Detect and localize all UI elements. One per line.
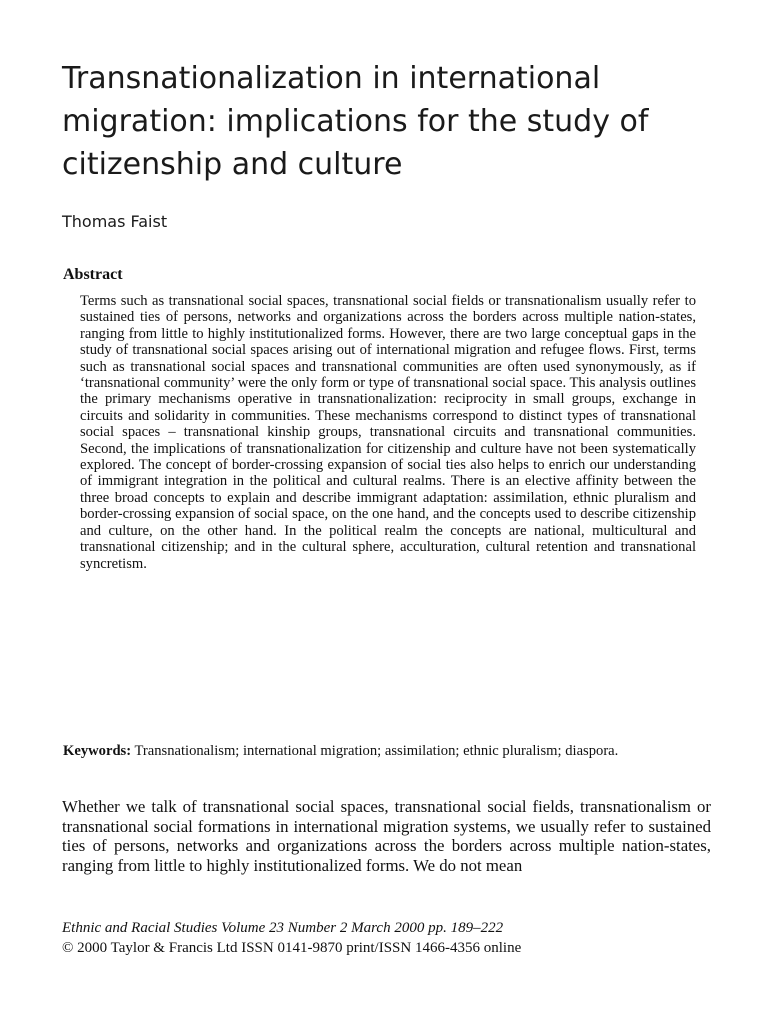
keywords-text: Transnationalism; international migration; assimilation; ethnic pluralism; diaspora.: [131, 743, 619, 759]
keywords-label: Keywords:: [63, 743, 132, 759]
article-title: Transnationalization in international migration: implications for the study of citizenship and culture: [62, 61, 649, 182]
body-paragraph: Whether we talk of transnational social spaces, transnational social fields, transnationalism or transnational social formations in international migration systems, we usually refer to sustained ties of persons, networks and organizations across the borders across multiple nation-states, ranging from little to highly institutionalized forms. We do not mean: [62, 797, 711, 875]
abstract-text: Terms such as transnational social spaces, transnational social fields or transnationalism usually refer to sustained ties of persons, networks and organizations across the borders across multiple nation-states, ranging from little to highly institutionalized forms. However, there are two large conceptual gaps in the study of transnational social spaces arising out of international migration and refugee flows. First, terms such as transnational social spaces and transnational communities are often used synonymously, as if ‘transnational community’ were the only form or type of transnational social space. This analysis outlines the primary mechanisms operative in transnationalization: reciprocity in small groups, exchange in circuits and solidarity in communities. These mechanisms correspond to distinct types of transnational social spaces – transnational kinship groups, transnational circuits and transnational communities. Second, the implications of transnationalization for citizenship and culture have not been systematically explored. The concept of border-crossing expansion of social ties also helps to enrich our understanding of immigrant integration in the political and cultural realms. There is an elective affinity between the three broad concepts to explain and describe immigrant adaptation: assimilation, ethnic pluralism and border-crossing expansion of social space, on the one hand, and the concepts used to describe citizenship and culture, on the other hand. In the political realm the concepts are national, multicultural and transnational citizenship; and in the cultural sphere, acculturation, cultural retention and transnational syncretism.: [80, 293, 696, 572]
abstract-heading: Abstract: [63, 266, 123, 283]
copyright-line: © 2000 Taylor & Francis Ltd ISSN 0141-9870 print/ISSN 1466-4356 online: [62, 940, 522, 956]
keywords: [63, 742, 710, 760]
article-author: Thomas Faist: [62, 212, 168, 231]
journal-citation: Ethnic and Racial Studies Volume 23 Number 2 March 2000 pp. 189–222: [62, 920, 504, 936]
